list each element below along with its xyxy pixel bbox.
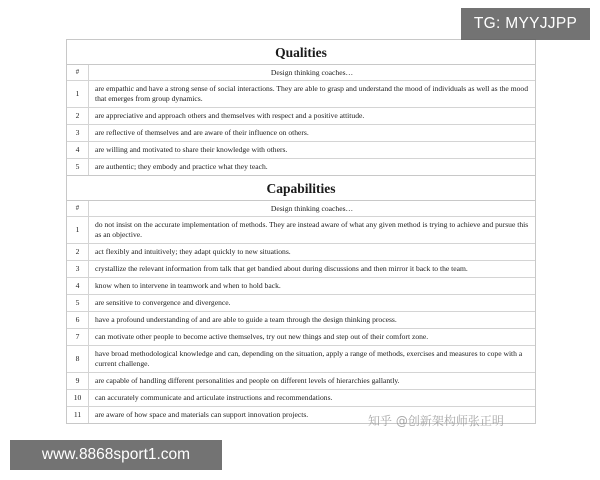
row-number: 1 xyxy=(67,217,89,244)
qualities-table xyxy=(67,65,535,175)
row-number: 6 xyxy=(67,312,89,329)
capabilities-header-row xyxy=(67,201,535,217)
row-number: 2 xyxy=(67,108,89,125)
row-number: 9 xyxy=(67,373,89,390)
table-row xyxy=(67,278,535,295)
row-text: are capable of handling different personalities and people on different levels of hierarchies gallantly. xyxy=(89,373,536,390)
table-row xyxy=(67,142,535,159)
row-text: are empathic and have a strong sense of social interactions. They are able to grasp and understand the mood of individuals as well as the mood that emerges from group dynamics. xyxy=(89,81,536,108)
capabilities-col-header: Design thinking coaches… xyxy=(270,203,354,213)
row-text: are appreciative and approach others and themselves with respect and a positive attitude. xyxy=(89,108,536,125)
row-number: 3 xyxy=(67,125,89,142)
row-text: know when to intervene in teamwork and when to hold back. xyxy=(89,278,536,295)
table-row xyxy=(67,261,535,278)
row-text: have a profound understanding of and are able to guide a team through the design thinking process. xyxy=(89,312,536,329)
table-row xyxy=(67,329,535,346)
website-watermark: www.8868sport1.com xyxy=(10,440,222,470)
row-text: act flexibly and intuitively; they adapt quickly to new situations. xyxy=(89,244,536,261)
table-row xyxy=(67,390,535,407)
row-number: 2 xyxy=(67,244,89,261)
document-table xyxy=(66,39,536,424)
zhihu-watermark: 知乎 @创新架构师张正明 xyxy=(368,414,504,428)
row-text: are willing and motivated to share their knowledge with others. xyxy=(89,142,536,159)
telegram-watermark: TG: MYYJJPP xyxy=(461,8,590,40)
row-text: are authentic; they embody and practice what they teach. xyxy=(89,159,536,176)
qualities-header-row xyxy=(67,65,535,81)
row-text: have broad methodological knowledge and can, depending on the situation, apply a range of methods, exercises and measures to cope with a current challenge. xyxy=(89,346,536,373)
row-text: can accurately communicate and articulate instructions and recommendations. xyxy=(89,390,536,407)
row-number: 4 xyxy=(67,278,89,295)
table-row xyxy=(67,108,535,125)
capabilities-title: Capabilities xyxy=(67,175,535,201)
capabilities-num-header: # xyxy=(67,201,89,217)
row-text: are sensitive to convergence and divergence. xyxy=(89,295,536,312)
row-number: 8 xyxy=(67,346,89,373)
table-row xyxy=(67,373,535,390)
table-row xyxy=(67,159,535,176)
table-row xyxy=(67,244,535,261)
qualities-col-header: Design thinking coaches… xyxy=(270,67,354,77)
table-row xyxy=(67,346,535,373)
table-row xyxy=(67,295,535,312)
table-row xyxy=(67,125,535,142)
row-text: can motivate other people to become active themselves, try out new things and step out of their comfort zone. xyxy=(89,329,536,346)
table-row xyxy=(67,217,535,244)
row-number: 4 xyxy=(67,142,89,159)
row-number: 1 xyxy=(67,81,89,108)
row-text: are aware of how space and materials can support innovation projects. xyxy=(89,407,536,424)
qualities-num-header: # xyxy=(67,65,89,81)
row-number: 11 xyxy=(67,407,89,424)
row-number: 10 xyxy=(67,390,89,407)
qualities-title: Qualities xyxy=(67,40,535,65)
row-text: are reflective of themselves and are aware of their influence on others. xyxy=(89,125,536,142)
row-number: 3 xyxy=(67,261,89,278)
table-row xyxy=(67,81,535,108)
capabilities-table xyxy=(67,201,535,423)
row-number: 7 xyxy=(67,329,89,346)
row-number: 5 xyxy=(67,159,89,176)
row-number: 5 xyxy=(67,295,89,312)
table-row xyxy=(67,312,535,329)
row-text: crystallize the relevant information from talk that get bandied about during discussions and then mirror it back to the team. xyxy=(89,261,536,278)
row-text: do not insist on the accurate implementation of methods. They are instead aware of what any given method is trying to achieve and pursue this as an objective. xyxy=(89,217,536,244)
